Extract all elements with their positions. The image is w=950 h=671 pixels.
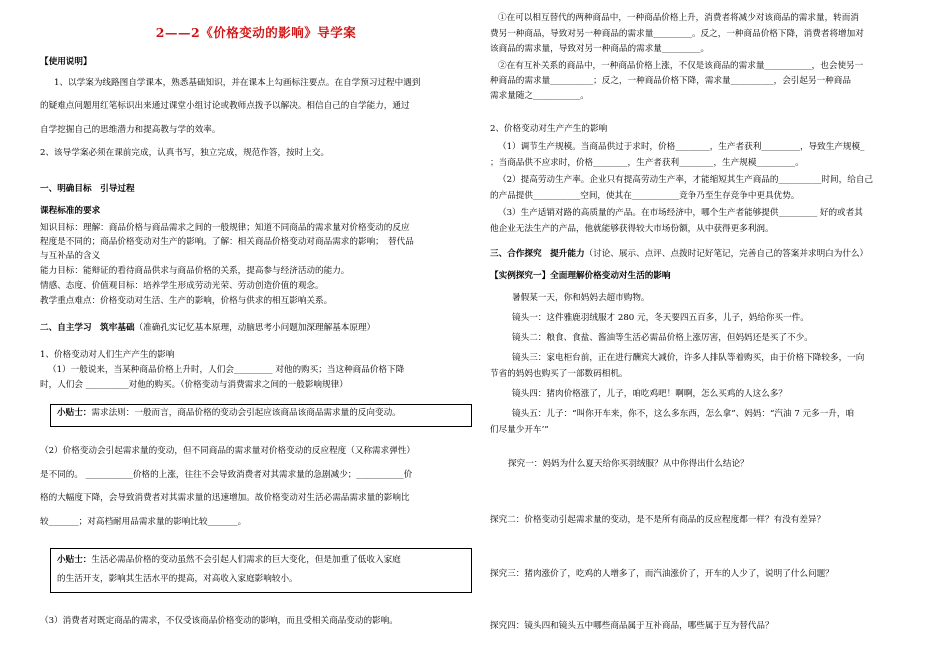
section-2-note: （准确孔实记忆基本原理，动脑思考小问题加深理解基本原理） — [134, 323, 376, 333]
tip-1-text: 需求法则：一般而言，商品价格的变动会引起应该商品该商品需求量的反向变动。 — [91, 408, 401, 418]
tip-box-1 — [50, 404, 472, 427]
tip-1-line — [57, 407, 465, 420]
standard-heading: 课程标准的要求 — [40, 206, 101, 216]
substitute-line-a: ①在可以相互替代的两种商品中，一种商品价格上升，消费者将减少对该商品的需求量，转而消 — [498, 13, 859, 23]
case-shot-3-line-b: 节省的妈妈也购买了一部数码相机。 — [490, 369, 628, 379]
substitute-line-c: 该商品的需求量，导致对另一种商品的需求量_________。 — [490, 44, 710, 54]
q1-part2-line-d: 较_______；对高档耐用品需求量的影响比较_______。 — [40, 517, 247, 527]
q2-part2-line-a: （2）提高劳动生产率。企业只有提高劳动生产率，才能缩短其生产商品的__________时间，给自己 — [498, 175, 874, 185]
substitute-line-b: 费另一种商品，导致对另一种商品的需求量_________。反之，一种商品价格下降，消费者将增加对 — [490, 29, 864, 39]
q2-part1-line-b: ；当商品供不应求时，价格________，生产者获利________，生产规模_________。 — [490, 158, 804, 168]
complement-line-b: 种商品的需求量__________；反之，一种商品价格下降，需求量__________，会引起另一种商品 — [490, 76, 851, 86]
section-1-heading: 一、明确目标 引导过程 — [40, 184, 135, 194]
complement-line-a: ②在有互补关系的商品中，一种商品价格上涨，不仅是该商品的需求量___________，也会使另一 — [498, 61, 864, 71]
section-3-heading: 三、合作探究 提升能力 — [490, 249, 585, 259]
usage-line-2: 2、该导学案必须在课前完成，认真书写，独立完成，规范作答，按时上交。 — [40, 148, 330, 158]
tip-2-text-b: 的生活开支，影响其生活水平的提高，对高收入家庭影响较小。 — [57, 573, 298, 584]
q2-part3-line-b: 他企业无法生产的产品，他就能够获得较大市场份额，从中获得更多利润。 — [490, 224, 774, 234]
case-shot-5-line-a: 镜头五：儿子：“叫你开车来，你不，这么多东西，怎么拿”、妈妈：“汽油 7 元多一升，咱 — [512, 409, 855, 419]
tip-1-label: 小贴士： — [57, 408, 92, 418]
explore-2: 探究二：价格变动引起需求量的变动，是不是所有商品的反应程度都一样？有没有差异？ — [490, 515, 826, 525]
q2-part1-line-a: （1）调节生产规模。当商品供过于求时，价格________，生产者获利_________，导致生产规模_ — [498, 142, 865, 152]
case-heading: 【实例探究一】全面理解价格变动对生活的影响 — [490, 271, 671, 281]
complement-line-c: 需求量随之___________。 — [490, 91, 589, 101]
usage-line-1a: 1、以学案为线路图自学课本，熟悉基础知识，并在课本上勾画标注要点。在自学预习过程中遇到 — [54, 78, 421, 88]
case-intro: 暑假某一天，你和妈妈去超市购物。 — [512, 293, 650, 303]
case-shot-3-line-a: 镜头三：家电柜台前，正在进行酬宾大减价，许多人排队等着购买，由于价格下降较多，一向 — [512, 353, 865, 363]
q1-part2-line-c: 格的大幅度下降，会导致消费者对其需求量的迅速增加。故价格变动对生活必需品需求量的影响比 — [40, 493, 410, 503]
explore-1: 探究一：妈妈为什么夏天给你买羽绒服？从中你得出什么结论？ — [508, 459, 749, 469]
q2-part3-line-a: （3）生产适销对路的高质量的产品。在市场经济中，哪个生产者能够提供_________ 好的或者其 — [498, 208, 863, 218]
explore-3: 探究三：猪肉涨价了，吃鸡的人增多了，而汽油涨价了，开车的人少了，说明了什么问题？ — [490, 569, 834, 579]
page-title: 2——2《价格变动的影响》导学案 — [155, 25, 357, 40]
q1-part3-line: （3）消费者对既定商品的需求，不仅受该商品价格变动的影响，而且受相关商品变动的影响。 — [40, 616, 398, 626]
q1-part1-line-a: （1）一般说来，当某种商品价格上升时，人们会_________ 对他的购买；当这种商品价格下降 — [48, 365, 405, 375]
goal-line-4: 教学重点难点：价格变动对生活、生产的影响，价格与供求的相互影响关系。 — [40, 296, 333, 306]
case-shot-5-line-b: 们尽量少开车’” — [490, 425, 549, 435]
case-shot-2: 镜头二：粮食、食盐、酱油等生活必需品价格上涨厉害，但妈妈还是买了不少。 — [512, 333, 813, 343]
tip-2-label: 小贴士： — [57, 555, 92, 565]
section-2-heading-row — [40, 322, 472, 335]
case-shot-1: 镜头一：这件雅鹿羽绒服才 280 元，冬天要四五百多，儿子，妈给你买一件。 — [512, 313, 809, 323]
tip-2-line-a — [57, 554, 465, 567]
usage-line-1b: 的疑难点问题用红笔标识出来通过课堂小组讨论或教师点拨予以解决。相信自己的自学能力，通过 — [40, 101, 410, 111]
case-shot-4: 镜头四：猪肉价格涨了，儿子，咱吃鸡吧！啊啊，怎么买鸡的人这么多？ — [512, 389, 788, 399]
goal-line-3: 情感、态度、价值观目标：培养学生形成劳动光荣、劳动创造价值的观念。 — [40, 281, 324, 291]
section-3-note: （讨论、展示、点评、点拨时记好笔记，完善自己的答案并求明白为什么） — [584, 249, 869, 259]
section-2-heading: 二、自主学习 筑牢基础 — [40, 323, 135, 333]
q1-part1-line-b: 时，人们会 __________对他的购买。（价格变动与消费需求之间的一般影响规律） — [40, 380, 348, 390]
q1-part2-line-b: 是不同的。 ___________价格的上涨，往往不会导致消费者对其需求量的急剧减少；___________价 — [40, 470, 413, 480]
usage-line-1c: 自学挖掘自己的思维潜力和提高教与学的效率。 — [40, 125, 221, 135]
tip-2-text-a: 生活必需品价格的变动虽然不会引起人们需求的巨大变化，但是加重了低收入家庭 — [91, 555, 401, 565]
usage-heading: 【使用说明】 — [40, 57, 92, 67]
q1-title: 1、价格变动对人们生产产生的影响 — [40, 350, 175, 360]
goal-line-2: 能力目标：能辩证的看待商品供求与商品价格的关系，提高参与经济活动的能力。 — [40, 266, 350, 276]
section-3-heading-row — [490, 248, 920, 261]
goal-line-1a: 知识目标：理解：商品价格与商品需求之间的一般规律；知道不同商品的需求量对价格变动的反应 — [40, 223, 410, 233]
explore-4: 探究四：镜头四和镜头五中哪些商品属于互补商品，哪些属于互为替代品？ — [490, 621, 774, 631]
tip-box-2 — [50, 548, 472, 593]
q1-part2-line-a: （2）价格变动会引起需求量的变动，但不同商品的需求量对价格变动的反应程度（又称需求弹性） — [40, 446, 416, 456]
q2-part2-line-b: 的产品提供___________空间，使其在___________竞争乃至生存竞争中更具优势。 — [490, 191, 800, 201]
goal-line-1c: 与互补品的含义 — [40, 251, 101, 261]
goal-line-1b: 程度是不同的；商品价格变动对生产的影响。了解：相关商品价格变动对商品需求的影响； 替代品 — [40, 237, 414, 247]
q2-title: 2、价格变动对生产产生的影响 — [490, 124, 608, 134]
